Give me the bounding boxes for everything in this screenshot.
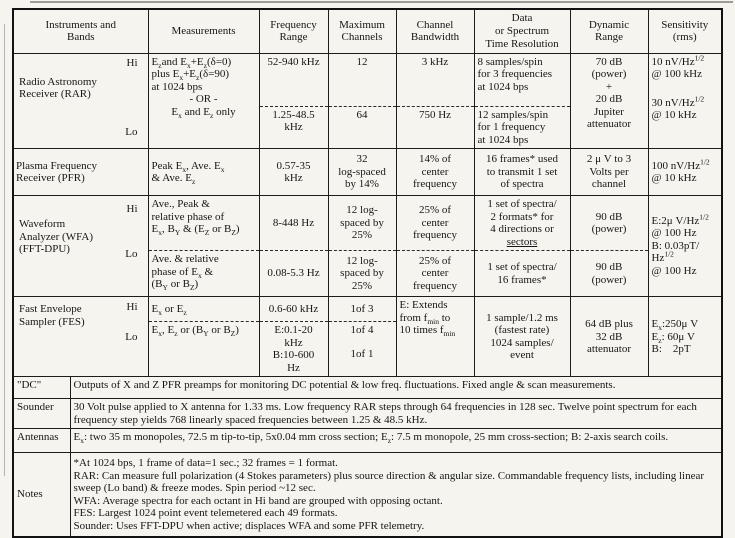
fes-sensitivity: $E_x:250\mu$ V $E_z$: 60μ V B: 2pT: [648, 297, 722, 377]
fes-channels-lo-b: 1of 1: [350, 347, 374, 360]
wfa-bandwidth-hi: 25% of center frequency: [396, 196, 474, 251]
fes-channels-lo: [328, 322, 396, 377]
header-dynamic-range: Dynamic Range: [570, 9, 648, 53]
rar-dynamic-range: 70 dB (power) + 20 dB Jupiter attenuator: [570, 53, 648, 149]
wfa-band-lo: Lo: [125, 248, 138, 261]
dc-row: [13, 377, 722, 399]
wfa-name: Waveform Analyzer (WFA) (FFT-DPU): [19, 218, 94, 256]
pfr-resolution: 16 frames* used to transmit 1 set of spectra: [474, 149, 570, 196]
fes-instrument-cell: [13, 297, 148, 377]
wfa-instrument-cell: [13, 196, 148, 297]
wfa-dynamic-range-lo: 90 dB (power): [570, 251, 648, 297]
pfr-instrument-cell: [13, 149, 148, 196]
header-frequency-range: Frequency Range: [259, 9, 328, 53]
rar-channels-hi: 12: [328, 53, 396, 106]
rar-band-hi: Hi: [126, 56, 138, 69]
wfa-bandwidth-lo: 25% of center frequency: [396, 251, 474, 297]
wfa-resolution-hi: 1 set of spectra/ 2 formats* for 4 directions or sectors: [474, 196, 570, 251]
fes-measurements-lo: $E_x$, $E_z$ or ($B_Y$ or $B_Z$): [148, 322, 259, 377]
fes-channels-hi: 1of 3: [328, 297, 396, 322]
pfr-sensitivity: 100 $nV/Hz^{1/2}$ @ 10 kHz: [648, 149, 722, 196]
pfr-frequency: 0.57-35 kHz: [259, 149, 328, 196]
wfa-band-hi: Hi: [126, 203, 138, 216]
header-measurements: Measurements: [148, 9, 259, 53]
rar-frequency-hi: 52-940 kHz: [259, 53, 328, 106]
scan-artifact-top-line: [30, 1, 733, 3]
fes-band-hi: Hi: [126, 301, 138, 314]
rar-sensitivity-lo: 30 $nV/Hz^{1/2}$ @ 10 kHz: [651, 93, 705, 122]
scan-artifact-left-line: [4, 24, 5, 476]
pfr-measurements: Peak $E_x$, Ave. $E_x$ & Ave. $E_z$: [148, 149, 259, 196]
wfa-resolution-lo: 1 set of spectra/ 16 frames*: [474, 251, 570, 297]
rar-name: Radio Astronomy Receiver (RAR): [19, 75, 97, 101]
wfa-hi-row: [13, 196, 722, 251]
header-maximum-channels: Maximum Channels: [328, 9, 396, 53]
wfa-frequency-lo: 0.08-5.3 Hz: [259, 251, 328, 297]
dc-text: Outputs of X and Z PFR preamps for monitoring DC potential & low freq. fluctuations. Fixed angle & scan measurements.: [70, 377, 722, 399]
wfa-channels-hi: 12 log- spaced by 25%: [328, 196, 396, 251]
fes-measurements-hi: $E_x$ or $E_z$: [148, 297, 259, 322]
antennas-label: Antennas: [13, 429, 70, 453]
sounder-row: [13, 399, 722, 429]
fes-bandwidth: E: Extends from $f_{min}$ to 10 times $f_{min}$: [396, 297, 474, 377]
rar-instrument-cell: [13, 53, 148, 149]
header-instruments-bands: Instruments and Bands: [13, 9, 148, 53]
fes-frequency-hi: 0.6-60 kHz: [259, 297, 328, 322]
rar-measurements-cell: [148, 53, 259, 149]
sounder-label: Sounder: [13, 399, 70, 429]
wfa-frequency-hi: 8-448 Hz: [259, 196, 328, 251]
instrument-specs-table: [12, 8, 723, 538]
wfa-sensitivity: E:2μ $V/Hz^{1/2}$ @ 100 Hz B: 0.03pT/ $Hz^{1/2}$ @ 100 Hz: [648, 196, 722, 297]
wfa-dynamic-range-hi: 90 dB (power): [570, 196, 648, 251]
rar-bandwidth-hi: 3 kHz: [396, 53, 474, 106]
dc-label: "DC": [13, 377, 70, 399]
rar-channels-lo: 64: [328, 106, 396, 149]
fes-band-lo: Lo: [125, 331, 138, 344]
rar-measurements-or: - OR -: [189, 93, 218, 106]
notes-label: Notes: [13, 453, 70, 537]
pfr-row: [13, 149, 722, 196]
fes-frequency-lo: E:0.1-20 kHz B:10-600 Hz: [259, 322, 328, 377]
rar-resolution-lo: 12 samples/spin for 1 frequency at 1024 bps: [474, 106, 570, 149]
fes-name: Fast Envelope Sampler (FES): [19, 303, 85, 328]
fes-hi-row: [13, 297, 722, 322]
rar-frequency-lo: 1.25-48.5 kHz: [259, 106, 328, 149]
rar-sensitivity-hi: 10 $nV/Hz^{1/2}$ @ 100 kHz: [651, 53, 705, 81]
wfa-measurements-hi: Ave., Peak & relative phase of $E_x$, $B_Y$ & ($E_Z$ or $B_Z$): [148, 196, 259, 251]
rar-band-lo: Lo: [125, 125, 138, 138]
header-row: [13, 9, 722, 53]
header-sensitivity: Sensitivity (rms): [648, 9, 722, 53]
fes-dynamic-range: 64 dB plus 32 dB attenuator: [570, 297, 648, 377]
rar-resolution-hi: 8 samples/spin for 3 frequencies at 1024 bps: [474, 53, 570, 106]
antennas-text: $E_x$: two 35 m monopoles, 72.5 m tip-to-tip, 5x0.04 mm cross section; $E_z$: 7.5 m monopole, 25 mm cross-section; B: 2-axis search coils.: [70, 429, 722, 453]
wfa-measurements-lo: Ave. & relative phase of $E_x$ & ($B_Y$ or $B_Z$): [148, 251, 259, 297]
header-time-resolution: Data or Spectrum Time Resolution: [474, 9, 570, 53]
rar-measurements-lo: $E_x$ and $E_z$ only: [171, 105, 236, 120]
wfa-channels-lo: 12 log- spaced by 25%: [328, 251, 396, 297]
pfr-channels: 32 log-spaced by 14%: [328, 149, 396, 196]
antennas-row: [13, 429, 722, 453]
fes-channels-lo-e: 1of 4: [350, 324, 374, 337]
pfr-name: Plasma Frequency Receiver (PFR): [16, 159, 97, 185]
rar-sensitivity-cell: [648, 53, 722, 149]
rar-hi-row: [13, 53, 722, 106]
pfr-bandwidth: 14% of center frequency: [396, 149, 474, 196]
header-channel-bandwidth: Channel Bandwidth: [396, 9, 474, 53]
pfr-dynamic-range: 2 μ V to 3 Volts per channel: [570, 149, 648, 196]
notes-text: *At 1024 bps, 1 frame of data=1 sec.; 32 frames = 1 format. RAR: Can measure full polarization (4 Stokes parameters) plus source direction & angular size. Commandable frequency lists, including linear sweep (Lo band) & freeze modes. Spin period ~12 sec. WFA: Average spectra for each octant in Hi band are grouped with opposing octant. FES: Largest 1024 point event telemetered each 49 formats. Sounder: Uses FFT-DPU when active; displaces WFA and some PFR telemetry.: [70, 453, 722, 537]
rar-measurements-hi: $E_zand$ $E_x+E_z(\delta=0)$ plus $E_x+E_z(\delta=90)$ at 1024 bps: [151, 55, 232, 93]
fes-resolution: 1 sample/1.2 ms (fastest rate) 1024 samples/ event: [474, 297, 570, 377]
rar-bandwidth-lo: 750 Hz: [396, 106, 474, 149]
sounder-text: 30 Volt pulse applied to X antenna for 1.33 ms. Low frequency RAR steps through 64 frequencies in 128 sec. Twelve point spectrum for each frequency step yields 768 linearly spaced frequencies between 1.25 & 48.5 kHz.: [70, 399, 722, 429]
notes-row: [13, 453, 722, 537]
